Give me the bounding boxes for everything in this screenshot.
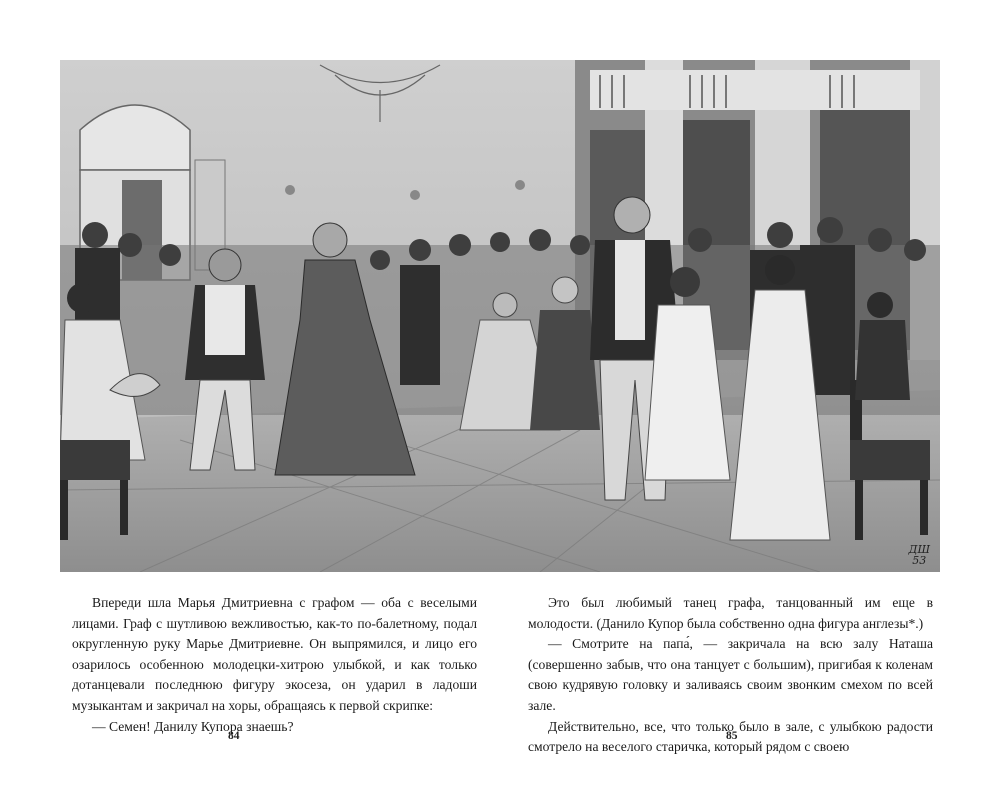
right-paragraph: Действительно, все, что только было в зале, с улыбкою радости смотрело на веселого старичка, который рядом с своею: [528, 718, 933, 755]
signature-initials: ДШ: [908, 543, 930, 556]
ballroom-scene-drawing: [60, 60, 940, 572]
page-number-left: 84: [228, 730, 240, 742]
left-paragraph: — Семен! Данилу Купора знаешь?: [92, 718, 294, 734]
signature-year: 53: [912, 554, 927, 567]
right-paragraph: Это был любимый танец графа, танцованный им еще в молодости. (Данило Купор была собственно одна фигура англезы*.): [528, 595, 933, 631]
page-number-right: 85: [726, 730, 738, 742]
ballroom-illustration: [60, 60, 940, 572]
left-page-text: [72, 593, 477, 737]
artist-signature: [909, 544, 931, 566]
right-paragraph: — Смотрите на папа́, — закричала на всю залу Наташа (совершенно забыв, что она танцует с большим), пригибая к коленам свою кудрявую головку и заливаясь своим звонким смехом по всей зале.: [528, 636, 933, 713]
left-paragraph: Впереди шла Марья Дмитриевна с графом — оба с веселыми лицами. Граф с шутливою вежливостью, как-то по-балетному, подал округленную руку Марье Дмитриевне. Он выпрямился, и лицо его озарилось особенною молодецки-хитрою улыбкой, и как только дотанцевали последнюю фигуру экосеза, он ударил в ладоши музыкантам и закричал на хоры, обращаясь к первой скрипке:: [72, 595, 477, 713]
